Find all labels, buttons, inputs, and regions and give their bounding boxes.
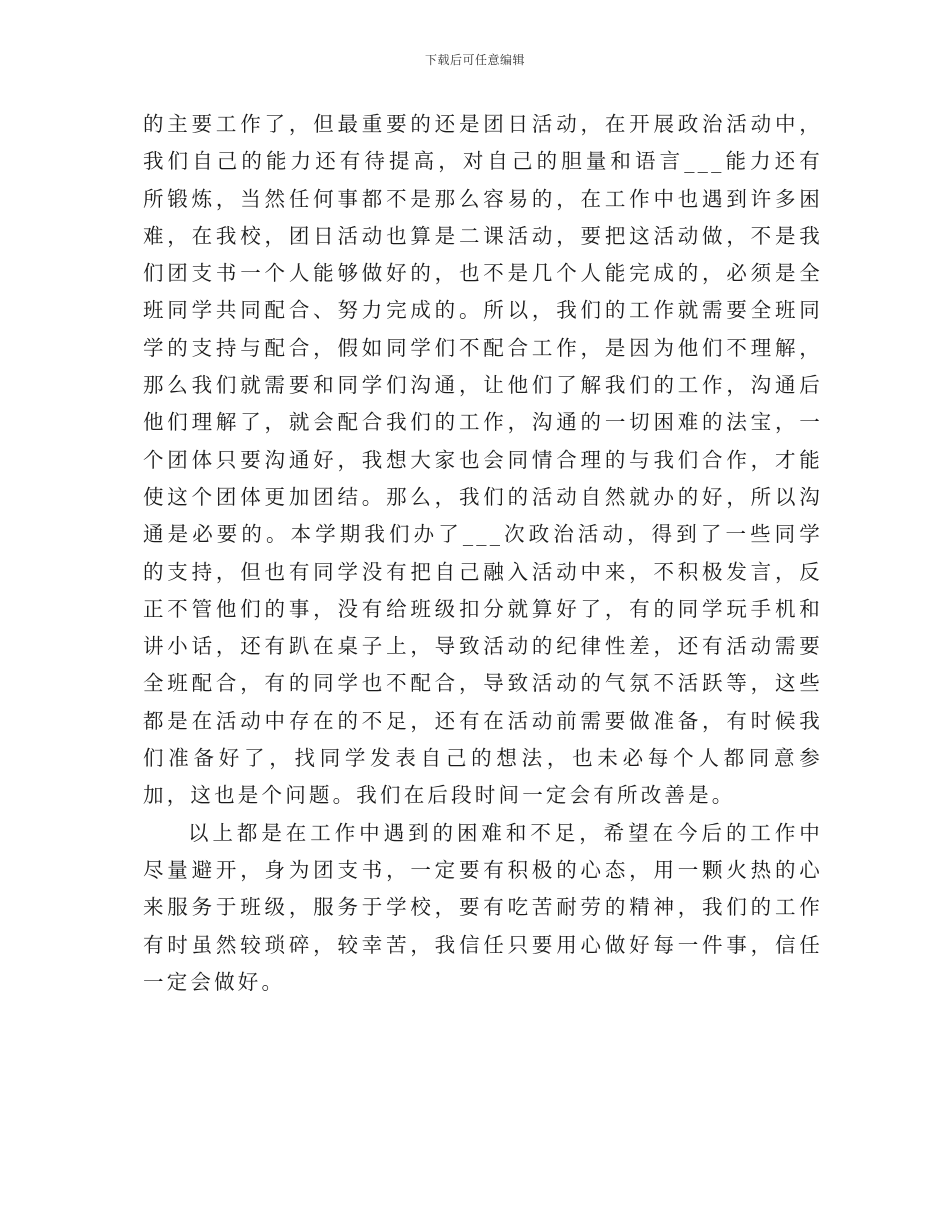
paragraph-conclusion: 以上都是在工作中遇到的困难和不足，希望在今后的工作中尽量避开，身为团支书，一定要有积极的心态，用一颗火热的心来服务于班级，服务于学校，要有吃苦耐劳的精神，我们的工作有时虽然较琐碎，较幸苦，我信任只要用心做好每一件事，信任一定会做好。 [143, 820, 823, 994]
document-body [143, 106, 823, 1001]
paragraph-continued: 的主要工作了，但最重要的还是团日活动，在开展政治活动中，我们自己的能力还有待提高，对自己的胆量和语言___能力还有所锻炼，当然任何事都不是那么容易的，在工作中也遇到许多困难，在我校，团日活动也算是二课活动，要把这活动做，不是我们团支书一个人能够做好的，也不是几个人能完成的，必须是全班同学共同配合、努力完成的。所以，我们的工作就需要全班同学的支持与配合，假如同学们不配合工作，是因为他们不理解，那么我们就需要和同学们沟通，让他们了解我们的工作，沟通后他们理解了，就会配合我们的工作，沟通的一切困难的法宝，一个团体只要沟通好，我想大家也会同情合理的与我们合作，才能使这个团体更加团结。那么，我们的活动自然就办的好，所以沟通是必要的。本学期我们办了___次政治活动，得到了一些同学的支持，但也有同学没有把自己融入活动中来，不积极发言，反正不管他们的事，没有给班级扣分就算好了，有的同学玩手机和讲小话，还有趴在桌子上，导致活动的纪律性差，还有活动需要全班配合，有的同学也不配合，导致活动的气氛不活跃等，这些都是在活动中存在的不足，还有在活动前需要做准备，有时候我们准备好了，找同学发表自己的想法，也未必每个人都同意参加，这也是个问题。我们在后段时间一定会有所改善是。 [143, 112, 823, 808]
page-header: 下载后可任意编辑 [424, 53, 525, 67]
